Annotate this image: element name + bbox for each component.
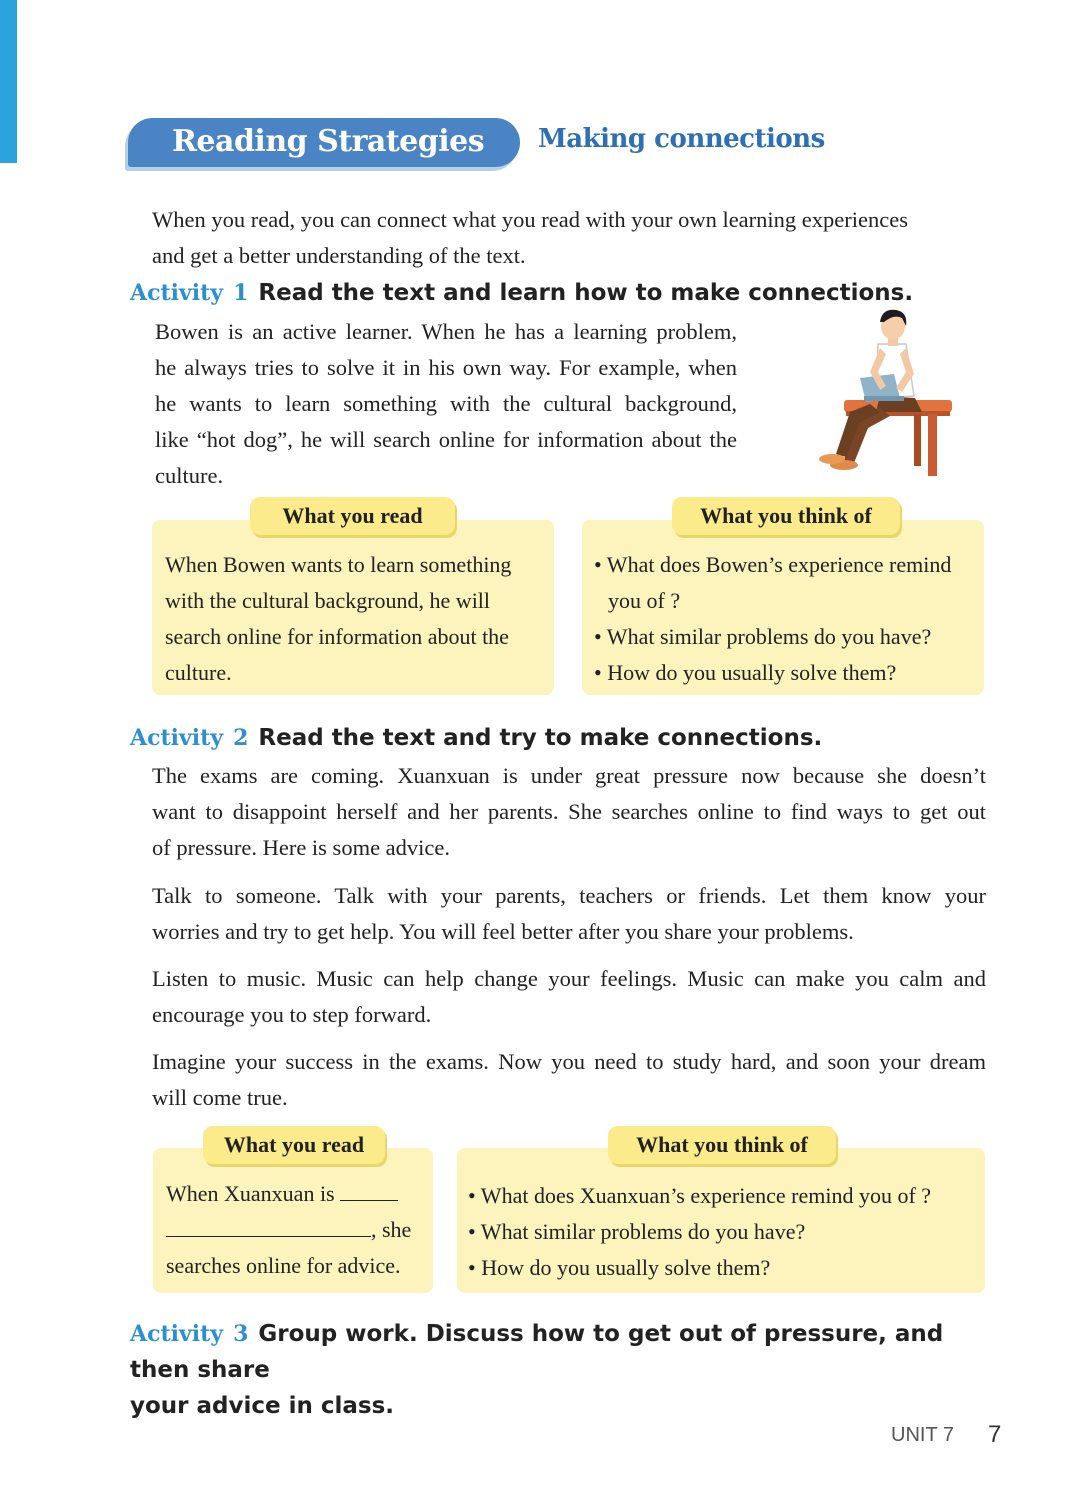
activity-1-text: Bowen is an active learner. When he has a learning problem, he always tries to solve it in his own way. For example, when he wants to learn something with the cultural background, like “hot dog”, he will search online for information about the culture.	[155, 319, 737, 488]
activity-2-think-tag: What you think of	[608, 1126, 836, 1164]
activity-1-read-tag: What you read	[250, 497, 455, 535]
answer-blank-2[interactable]	[166, 1213, 371, 1237]
section-subtitle: Making connections	[538, 124, 825, 154]
activity-2-paragraph-4: Imagine your success in the exams. Now you need to study hard, and soon your dream will come true.	[152, 1049, 986, 1110]
boy-laptop-illustration	[810, 308, 960, 488]
activity-1-think-tag: What you think of	[672, 497, 900, 535]
activity-2-paragraph-1: The exams are coming. Xuanxuan is under great pressure now because she doesn’t want to disappoint herself and her parents. She searches online to find ways to get out of pressure. Here is some advice.	[152, 763, 986, 860]
activity-2-think-box: • What does Xuanxuan’s experience remind you of ? • What similar problems do you have? • How do you usually solve them?	[457, 1148, 985, 1293]
section-tab: Reading Strategies	[128, 118, 520, 167]
page-edge-bar	[0, 0, 17, 163]
activity-1-read-box: When Bowen wants to learn something with the cultural background, he will search online for information about the culture.	[152, 520, 554, 695]
activity-2-heading: Activity 2 Read the text and try to make connections.	[130, 725, 823, 751]
activity-2-paragraph-2: Talk to someone. Talk with your parents, teachers or friends. Let them know your worries and try to get help. You will feel better after you share your problems.	[152, 883, 986, 944]
intro-paragraph: When you read, you can connect what you read with your own learning experiences and get a better understanding of the text.	[152, 207, 908, 268]
activity-1-think-box: • What does Bowen’s experience remind you of ? • What similar problems do you have? • How do you usually solve them?	[582, 520, 984, 695]
answer-blank-1[interactable]	[340, 1177, 398, 1201]
activity-1-heading: Activity 1 Read the text and learn how to make connections.	[130, 280, 914, 306]
activity-2-paragraph-3: Listen to music. Music can help change your feelings. Music can make you calm and encourage you to step forward.	[152, 966, 986, 1027]
page-number: 7	[988, 1421, 1002, 1448]
activity-2-read-box: When Xuanxuan is , she searches online for advice.	[153, 1148, 433, 1293]
activity-2-read-tag: What you read	[203, 1126, 385, 1164]
footer-unit: UNIT 7	[891, 1424, 954, 1446]
activity-3-heading: Activity 3 Group work. Discuss how to get out of pressure, and then share your advice in class.	[130, 1321, 944, 1419]
